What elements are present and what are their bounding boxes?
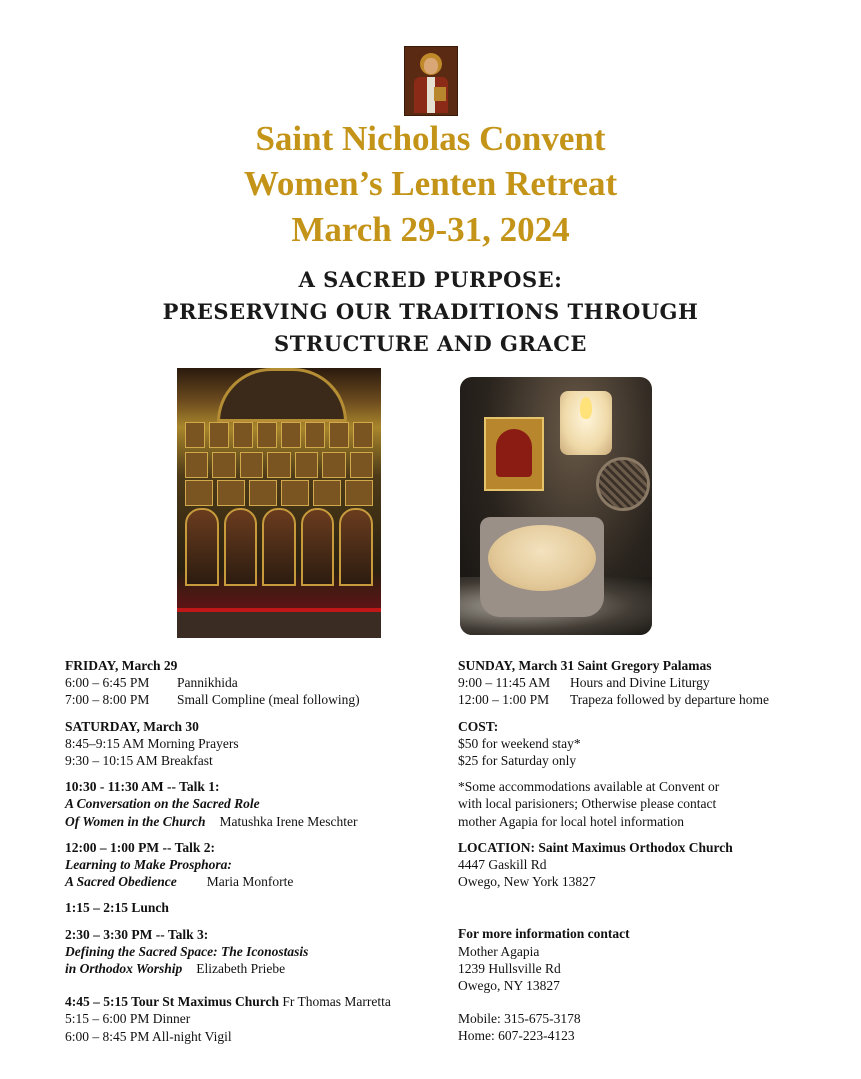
contact-mobile: Mobile: 315-675-3178 — [458, 1011, 581, 1027]
talk2-heading: 12:00 – 1:00 PM -- Talk 2: — [65, 839, 215, 855]
location-address: 4447 Gaskill Rd — [458, 857, 547, 873]
subtitle-line-3: STRUCTURE AND GRACE — [274, 331, 587, 356]
cost-saturday: $25 for Saturday only — [458, 753, 577, 769]
cost-weekend: $50 for weekend stay* — [458, 735, 581, 751]
title-retreat: Women’s Lenten Retreat — [243, 164, 618, 203]
candle-prosphora-photo — [460, 377, 652, 635]
evening-item: 6:00 – 8:45 PM All-night Vigil — [65, 1028, 232, 1044]
sunday-heading: SUNDAY, March 31 Saint Gregory Palamas — [458, 658, 712, 673]
contact-heading: For more information contact — [458, 926, 630, 942]
saint-nicholas-icon-image — [404, 46, 458, 116]
sunday-item: 12:00 – 1:00 PM Trapeza followed by departure home — [458, 692, 769, 708]
talk1-heading: 10:30 - 11:30 AM -- Talk 1: — [65, 779, 220, 795]
contact-home: Home: 607-223-4123 — [458, 1028, 575, 1044]
saturday-heading: SATURDAY, March 30 — [65, 718, 199, 734]
cost-note: *Some accommodations available at Convent or — [458, 779, 720, 795]
talk3-heading: 2:30 – 3:30 PM -- Talk 3: — [65, 926, 209, 942]
talk1-title: A Conversation on the Sacred Role — [65, 796, 260, 812]
contact-address: Owego, NY 13827 — [458, 978, 560, 994]
friday-heading: FRIDAY, March 29 — [65, 658, 178, 673]
title-convent: Saint Nicholas Convent — [255, 119, 606, 158]
cost-note: mother Agapia for local hotel information — [458, 813, 685, 829]
friday-item: 6:00 – 6:45 PM Pannikhida — [65, 675, 238, 691]
schedule-right-column — [458, 657, 818, 1045]
subtitle-line-2: PRESERVING OUR TRADITIONS THROUGH — [162, 299, 699, 324]
talk3-title-speaker: in Orthodox Worship Elizabeth Priebe — [65, 961, 286, 977]
cost-heading: COST: — [458, 718, 499, 734]
tour: 4:45 – 5:15 Tour St Maximus Church Fr Thomas Marretta — [65, 994, 391, 1010]
talk2-title-speaker: A Sacred Obedience Maria Monforte — [65, 874, 294, 890]
sunday-item: 9:00 – 11:45 AM Hours and Divine Liturgy — [458, 675, 710, 691]
lunch: 1:15 – 2:15 Lunch — [65, 900, 169, 916]
contact-name: Mother Agapia — [458, 943, 540, 959]
schedule-left-column — [65, 657, 445, 1045]
friday-item: 7:00 – 8:00 PM Small Compline (meal following) — [65, 692, 360, 708]
talk3-title: Defining the Sacred Space: The Iconostasis — [65, 943, 309, 959]
location-heading: LOCATION: Saint Maximus Orthodox Church — [458, 839, 733, 855]
saturday-item: 9:30 – 10:15 AM Breakfast — [65, 753, 213, 769]
location-address: Owego, New York 13827 — [458, 874, 596, 890]
title-dates: March 29-31, 2024 — [291, 210, 570, 249]
contact-address: 1239 Hullsville Rd — [458, 960, 561, 976]
talk1-title-speaker: Of Women in the Church Matushka Irene Meschter — [65, 813, 358, 829]
evening-item: 5:15 – 6:00 PM Dinner — [65, 1011, 191, 1027]
cost-note: with local parisioners; Otherwise please contact — [458, 796, 717, 812]
subtitle-line-1: A SACRED PURPOSE: — [298, 267, 563, 292]
talk2-title: Learning to Make Prosphora: — [65, 857, 232, 873]
iconostasis-photo — [177, 368, 381, 638]
saturday-item: 8:45–9:15 AM Morning Prayers — [65, 735, 239, 751]
